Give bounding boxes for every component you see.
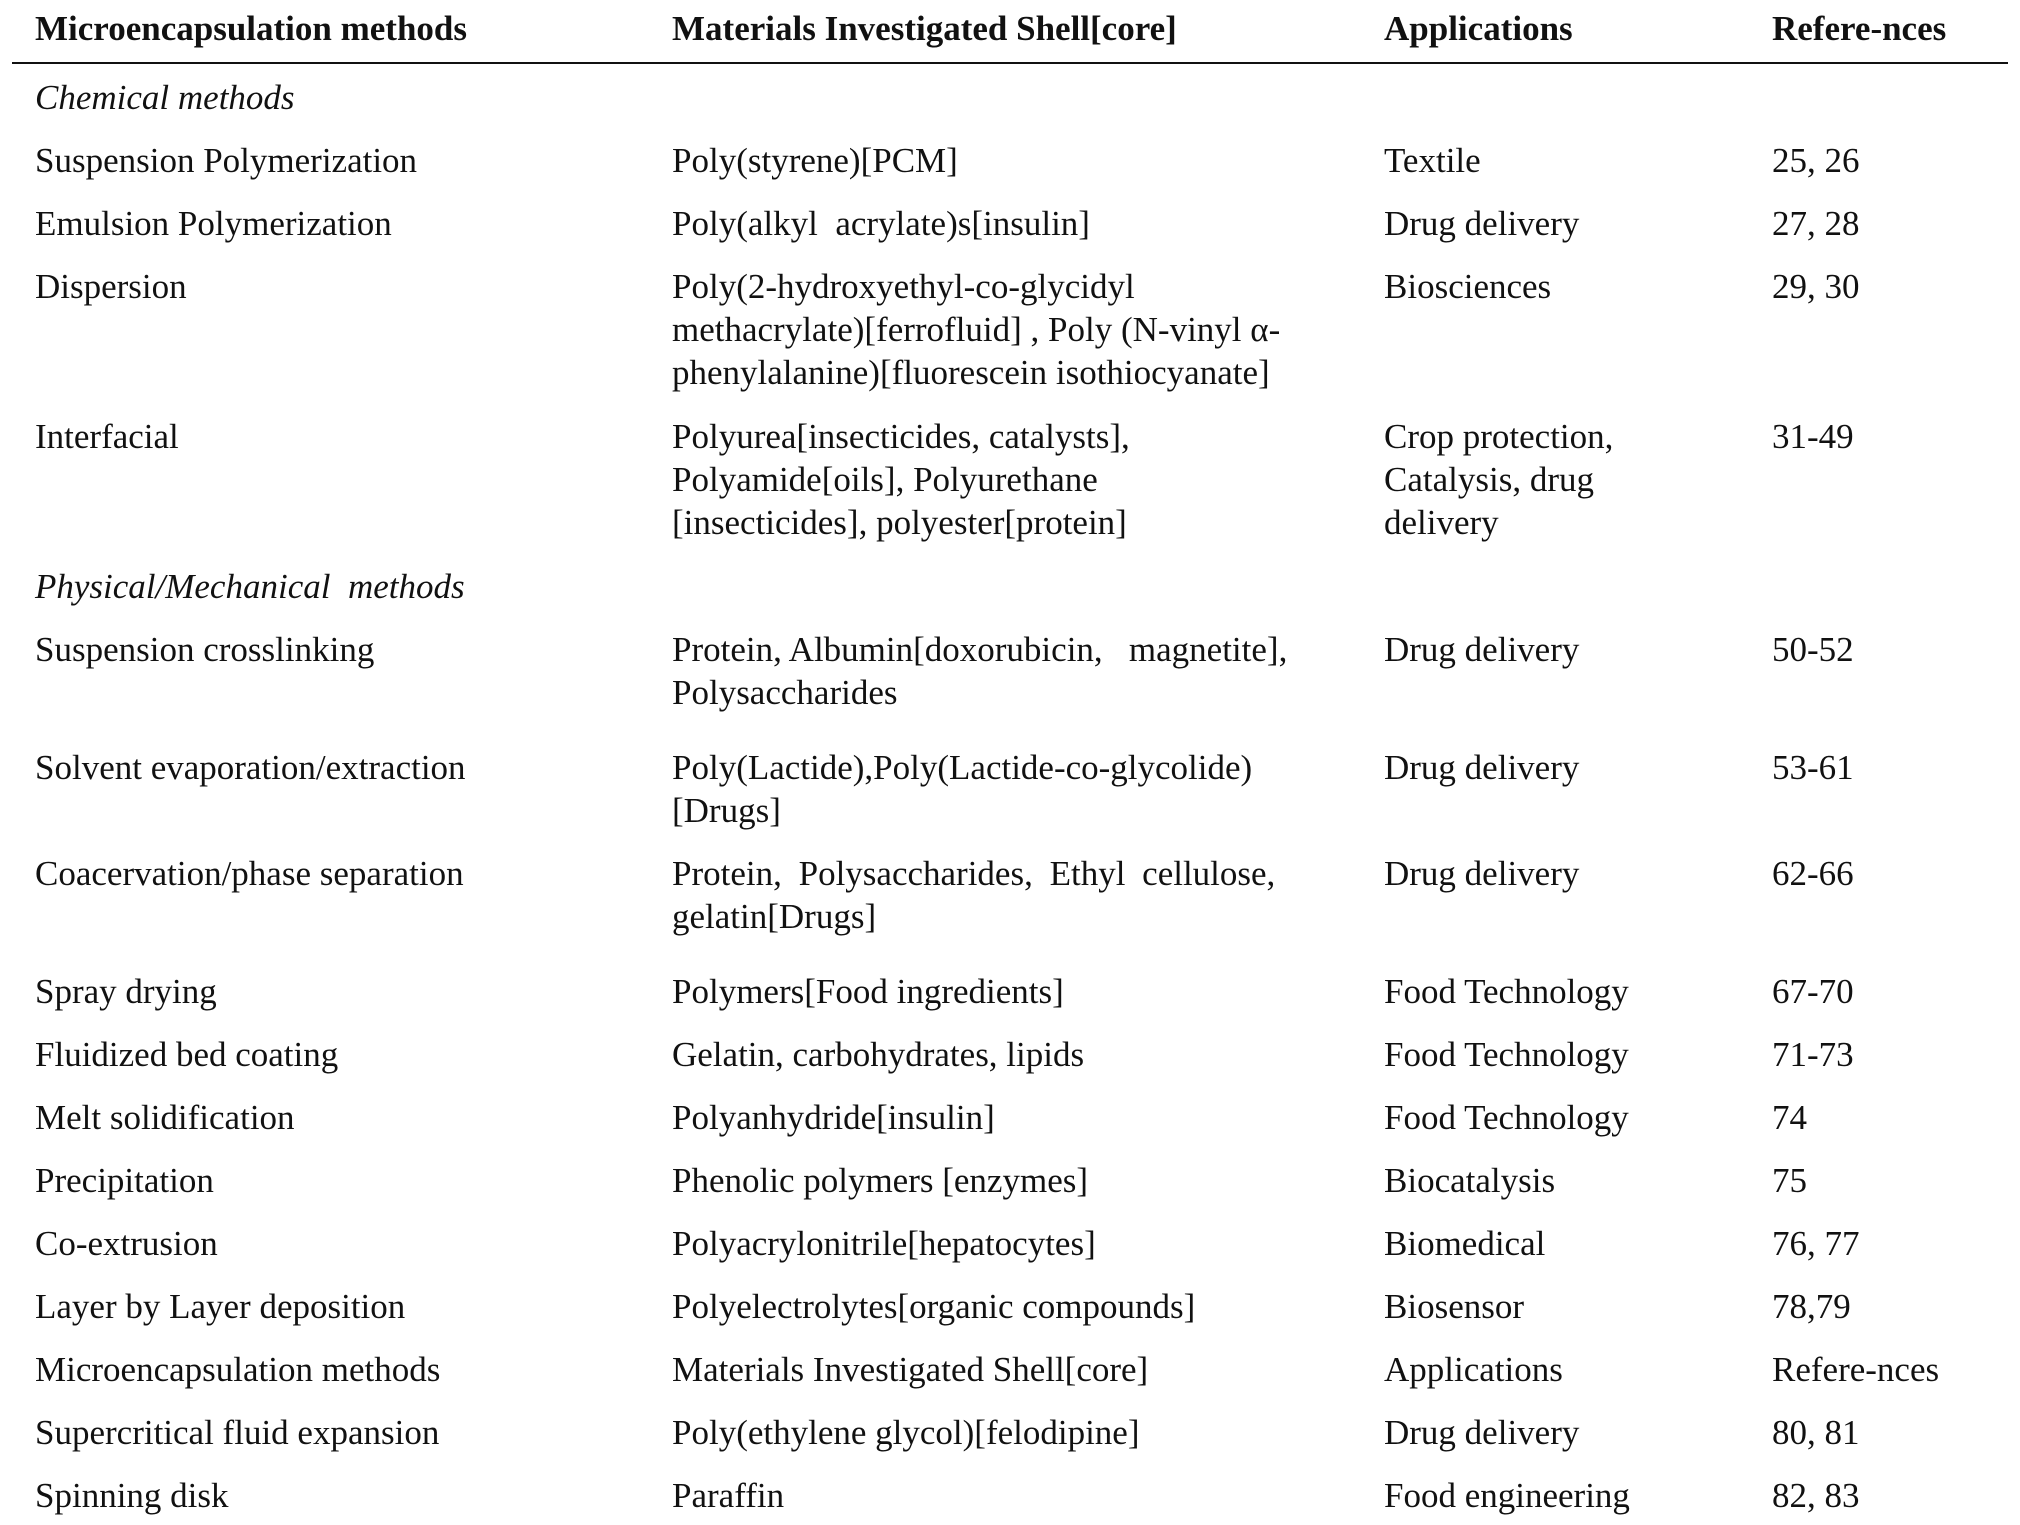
applications-line: delivery [1384,503,1499,542]
materials-line: Polyurea[insecticides, catalysts], [672,417,1130,456]
references-cell: 74 [1772,1098,1807,1137]
applications-cell: Drug delivery [1384,204,1580,243]
references-cell: 67-70 [1772,972,1854,1011]
materials-line: Polysaccharides [672,673,898,712]
method-cell: Spray drying [35,972,217,1011]
references-cell: 25, 26 [1772,141,1860,180]
references-cell: 82, 83 [1772,1476,1860,1515]
materials-line: Polyamide[oils], Polyurethane [672,460,1098,499]
applications-cell: Biomedical [1384,1224,1546,1263]
applications-cell: Drug delivery [1384,854,1580,893]
materials-cell: Polyacrylonitrile[hepatocytes] [672,1224,1096,1263]
table-row [12,1273,2008,1336]
materials-cell: Materials Investigated Shell[core] [672,1350,1149,1389]
materials-cell [672,628,1352,714]
table-row [12,1336,2008,1399]
applications-cell: Food Technology [1384,1035,1629,1074]
materials-cell [672,415,1352,544]
applications-cell: Applications [1384,1350,1563,1389]
references-cell: 29, 30 [1772,267,1860,306]
method-cell: Precipitation [35,1161,214,1200]
materials-line: phenylalanine)[fluorescein isothiocyanate] [672,353,1270,392]
references-cell: 75 [1772,1161,1807,1200]
table-row [12,1399,2008,1462]
method-cell: Melt solidification [35,1098,295,1137]
table-row [12,127,2008,190]
table-row [12,1021,2008,1084]
method-cell: Emulsion Polymerization [35,204,392,243]
table-row [12,958,2008,1021]
materials-line: Protein, Polysaccharides, Ethyl cellulose, [672,854,1276,893]
table-row [12,734,2008,840]
references-cell: 31-49 [1772,417,1854,456]
references-cell: Refere-nces [1772,1350,1940,1389]
references-cell: 76, 77 [1772,1224,1860,1263]
applications-line: Catalysis, drug [1384,460,1594,499]
materials-cell: Poly(styrene)[PCM] [672,141,958,180]
references-cell: 53-61 [1772,748,1854,787]
applications-cell [1384,415,1764,544]
materials-cell: Gelatin, carbohydrates, lipids [672,1035,1085,1074]
materials-line: Protein, Albumin[doxorubicin, magnetite], [672,630,1288,669]
materials-cell: Poly(alkyl acrylate)s[insulin] [672,204,1090,243]
method-cell: Coacervation/phase separation [35,854,464,893]
table-row [12,1147,2008,1210]
applications-cell: Food Technology [1384,972,1629,1011]
table-row [12,190,2008,253]
applications-cell: Biosciences [1384,267,1552,306]
materials-cell [672,746,1352,832]
table-row [12,1210,2008,1273]
materials-cell: Polyelectrolytes[organic compounds] [672,1287,1196,1326]
method-cell: Spinning disk [35,1476,229,1515]
method-cell: Suspension Polymerization [35,141,418,180]
references-cell: 50-52 [1772,630,1854,669]
method-cell: Supercritical fluid expansion [35,1413,440,1452]
references-cell: 78,79 [1772,1287,1851,1326]
table-row [12,403,2008,553]
method-cell: Fluidized bed coating [35,1035,339,1074]
table-row [12,616,2008,734]
references-cell: 71-73 [1772,1035,1854,1074]
materials-line: [insecticides], polyester[protein] [672,503,1127,542]
header-references: Refere-nces [1772,9,1947,48]
section-title: Physical/Mechanical methods [35,567,465,606]
materials-line: methacrylate)[ferrofluid] , Poly (N-vinyl α- [672,310,1281,349]
method-cell: Microencapsulation methods [35,1350,441,1389]
materials-cell: Phenolic polymers [enzymes] [672,1161,1089,1200]
materials-line: Poly(Lactide),Poly(Lactide-co-glycolide) [672,748,1253,787]
method-cell: Suspension crosslinking [35,630,375,669]
table-row [12,840,2008,958]
applications-line: Crop protection, [1384,417,1614,456]
method-cell: Layer by Layer deposition [35,1287,406,1326]
applications-cell: Drug delivery [1384,630,1580,669]
applications-cell: Drug delivery [1384,748,1580,787]
materials-cell [672,265,1352,394]
section-row-physical [12,553,2008,616]
method-cell: Co-extrusion [35,1224,218,1263]
materials-cell: Polyanhydride[insulin] [672,1098,995,1137]
section-row-chemical [12,64,2008,127]
method-cell: Interfacial [35,417,179,456]
references-cell: 27, 28 [1772,204,1860,243]
header-applications: Applications [1384,9,1573,48]
applications-cell: Food Technology [1384,1098,1629,1137]
section-title: Chemical methods [35,78,295,117]
header-methods: Microencapsulation methods [35,9,467,48]
table-row [12,1084,2008,1147]
table-row [12,253,2008,403]
microencapsulation-table [12,0,2008,1525]
materials-cell [672,852,1352,938]
applications-cell: Food engineering [1384,1476,1630,1515]
method-cell: Dispersion [35,267,187,306]
materials-line: Poly(2-hydroxyethyl-co-glycidyl [672,267,1135,306]
references-cell: 62-66 [1772,854,1854,893]
method-cell: Solvent evaporation/extraction [35,748,466,787]
materials-cell: Paraffin [672,1476,785,1515]
applications-cell: Textile [1384,141,1481,180]
references-cell: 80, 81 [1772,1413,1860,1452]
table-row [12,1462,2008,1525]
applications-cell: Biosensor [1384,1287,1524,1326]
applications-cell: Drug delivery [1384,1413,1580,1452]
materials-line: gelatin[Drugs] [672,897,877,936]
header-materials: Materials Investigated Shell[core] [672,9,1177,48]
applications-cell: Biocatalysis [1384,1161,1556,1200]
table-header [12,0,2008,64]
materials-cell: Polymers[Food ingredients] [672,972,1064,1011]
materials-line: [Drugs] [672,791,781,830]
materials-cell: Poly(ethylene glycol)[felodipine] [672,1413,1140,1452]
